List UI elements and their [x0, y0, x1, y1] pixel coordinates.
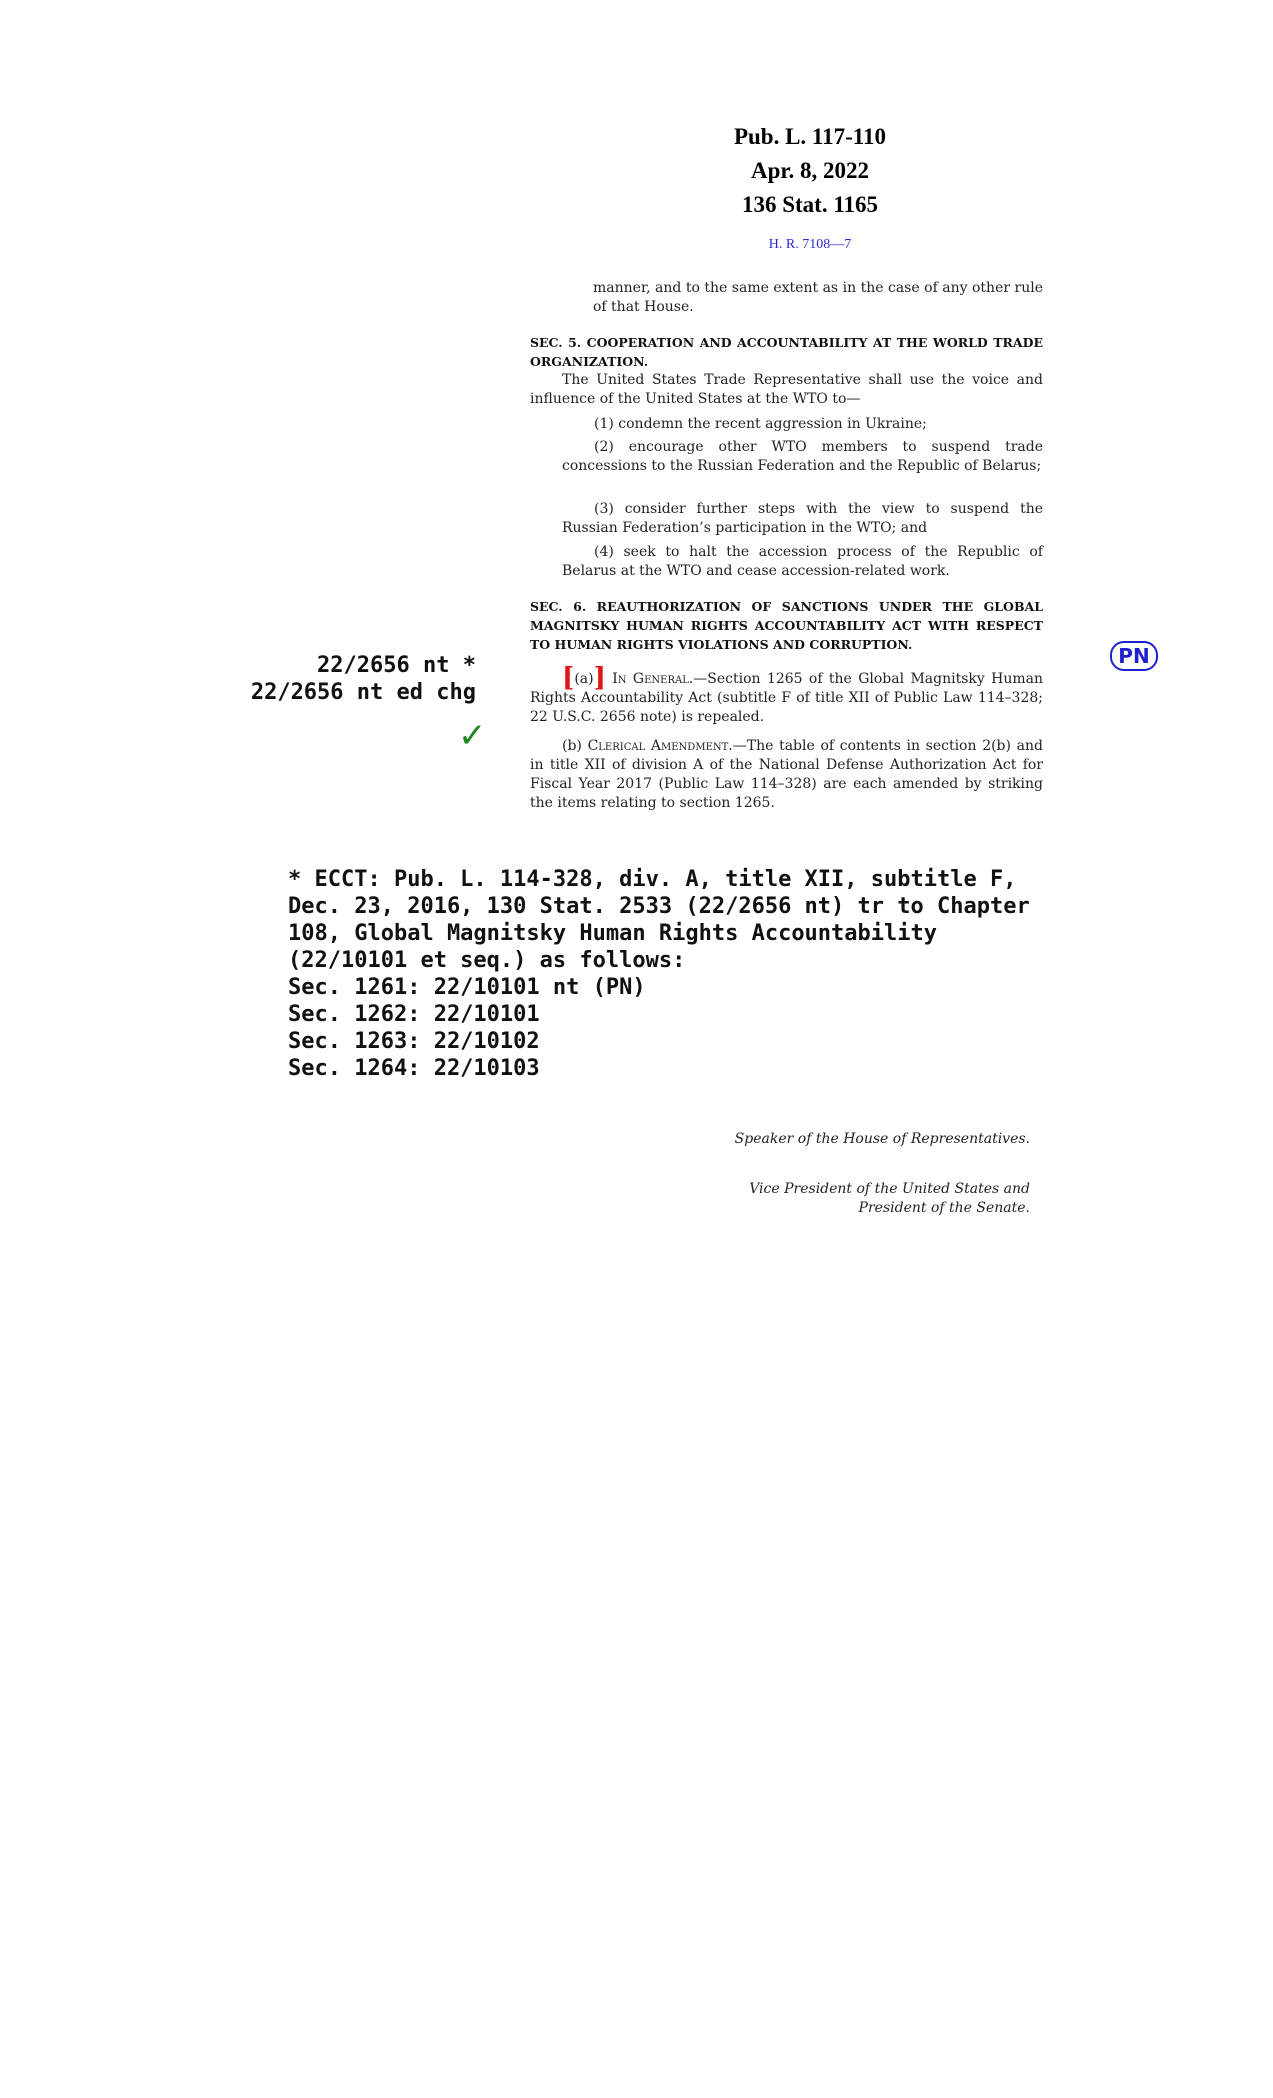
- ecct-note-line: Sec. 1262: 22/10101: [288, 1002, 540, 1027]
- section-6-heading: SEC. 6. REAUTHORIZATION OF SANCTIONS UNDER THE GLOBAL MAGNITSKY HUMAN RIGHTS ACCOUNTABILITY ACT WITH RESPECT TO HUMAN RIGHTS VIOLATIONS AND CORRUPTION.: [530, 599, 1043, 652]
- ecct-note-line: * ECCT: Pub. L. 114-328, div. A, title XII, subtitle F,: [288, 867, 1017, 892]
- subsection-b-text: .—The table of contents in section 2(b) and in title XII of division A of the National Defense Authorization Act for Fiscal Year 2017 (Public Law 114–328) are each amended by striking the items relating to section 1265.: [530, 738, 1043, 811]
- enactment-date: Apr. 8, 2022: [751, 158, 869, 183]
- subsection-a-label: (a): [574, 671, 594, 687]
- subsection-b-heading: Clerical Amendment: [587, 738, 729, 754]
- public-law-number: Pub. L. 117-110: [733, 124, 887, 149]
- senate-president-signature-line: President of the Senate.: [858, 1200, 1030, 1216]
- ecct-note: [288, 866, 1078, 1082]
- ecct-note-line: Sec. 1261: 22/10101 nt (PN): [288, 975, 646, 1000]
- vice-president-signature-line: Vice President of the United States and: [749, 1181, 1030, 1197]
- checkmark-icon: ✓: [458, 716, 487, 756]
- section-5-item: (3) consider further steps with the view to suspend the Russian Federation’s participation in the WTO; and: [562, 501, 1043, 536]
- ecct-note-line: Sec. 1263: 22/10102: [288, 1029, 540, 1054]
- margin-note-codification: 22/2656 nt *: [317, 653, 476, 678]
- section-5-item: (1) condemn the recent aggression in Ukraine;: [594, 416, 927, 432]
- section-5-item: (4) seek to halt the accession process of the Republic of Belarus at the WTO and cease accession-related work.: [562, 544, 1043, 579]
- bill-id: H. R. 7108—7: [768, 237, 852, 252]
- margin-note-editorial-change: 22/2656 nt ed chg: [250, 680, 476, 705]
- section-6-subsection-b: [530, 737, 1043, 813]
- section-6-subsection-a: [530, 663, 1044, 727]
- continuation-text: manner, and to the same extent as in the case of any other rule of that House.: [593, 280, 1043, 315]
- speaker-signature-line: Speaker of the House of Representatives.: [734, 1131, 1030, 1147]
- ecct-note-line: Sec. 1264: 22/10103: [288, 1056, 540, 1081]
- red-bracket-open: [: [562, 663, 575, 693]
- subsection-a-text: .—Section 1265 of the Global Magnitsky Human Rights Accountability Act (subtitle F of title XII of Public Law 114–328; 22 U.S.C. 2656 note) is repealed.: [530, 671, 1044, 725]
- ecct-note-line: (22/10101 et seq.) as follows:: [288, 948, 686, 973]
- ecct-note-line: Dec. 23, 2016, 130 Stat. 2533 (22/2656 nt) tr to Chapter: [288, 894, 1030, 919]
- red-bracket-close: ]: [593, 663, 606, 693]
- section-5-heading: SEC. 5. COOPERATION AND ACCOUNTABILITY AT THE WORLD TRADE ORGANIZATION.: [530, 335, 1043, 369]
- pn-badge: PN: [1110, 641, 1158, 671]
- subsection-b-label: (b): [562, 738, 582, 754]
- section-5-intro: The United States Trade Representative shall use the voice and influence of the United States at the WTO to—: [530, 372, 1043, 407]
- ecct-note-line: 108, Global Magnitsky Human Rights Accountability: [288, 921, 938, 946]
- section-5-item: (2) encourage other WTO members to suspend trade concessions to the Russian Federation and the Republic of Belarus;: [562, 439, 1043, 474]
- subsection-a-heading: In General: [612, 671, 689, 687]
- statute-citation: 136 Stat. 1165: [741, 192, 879, 217]
